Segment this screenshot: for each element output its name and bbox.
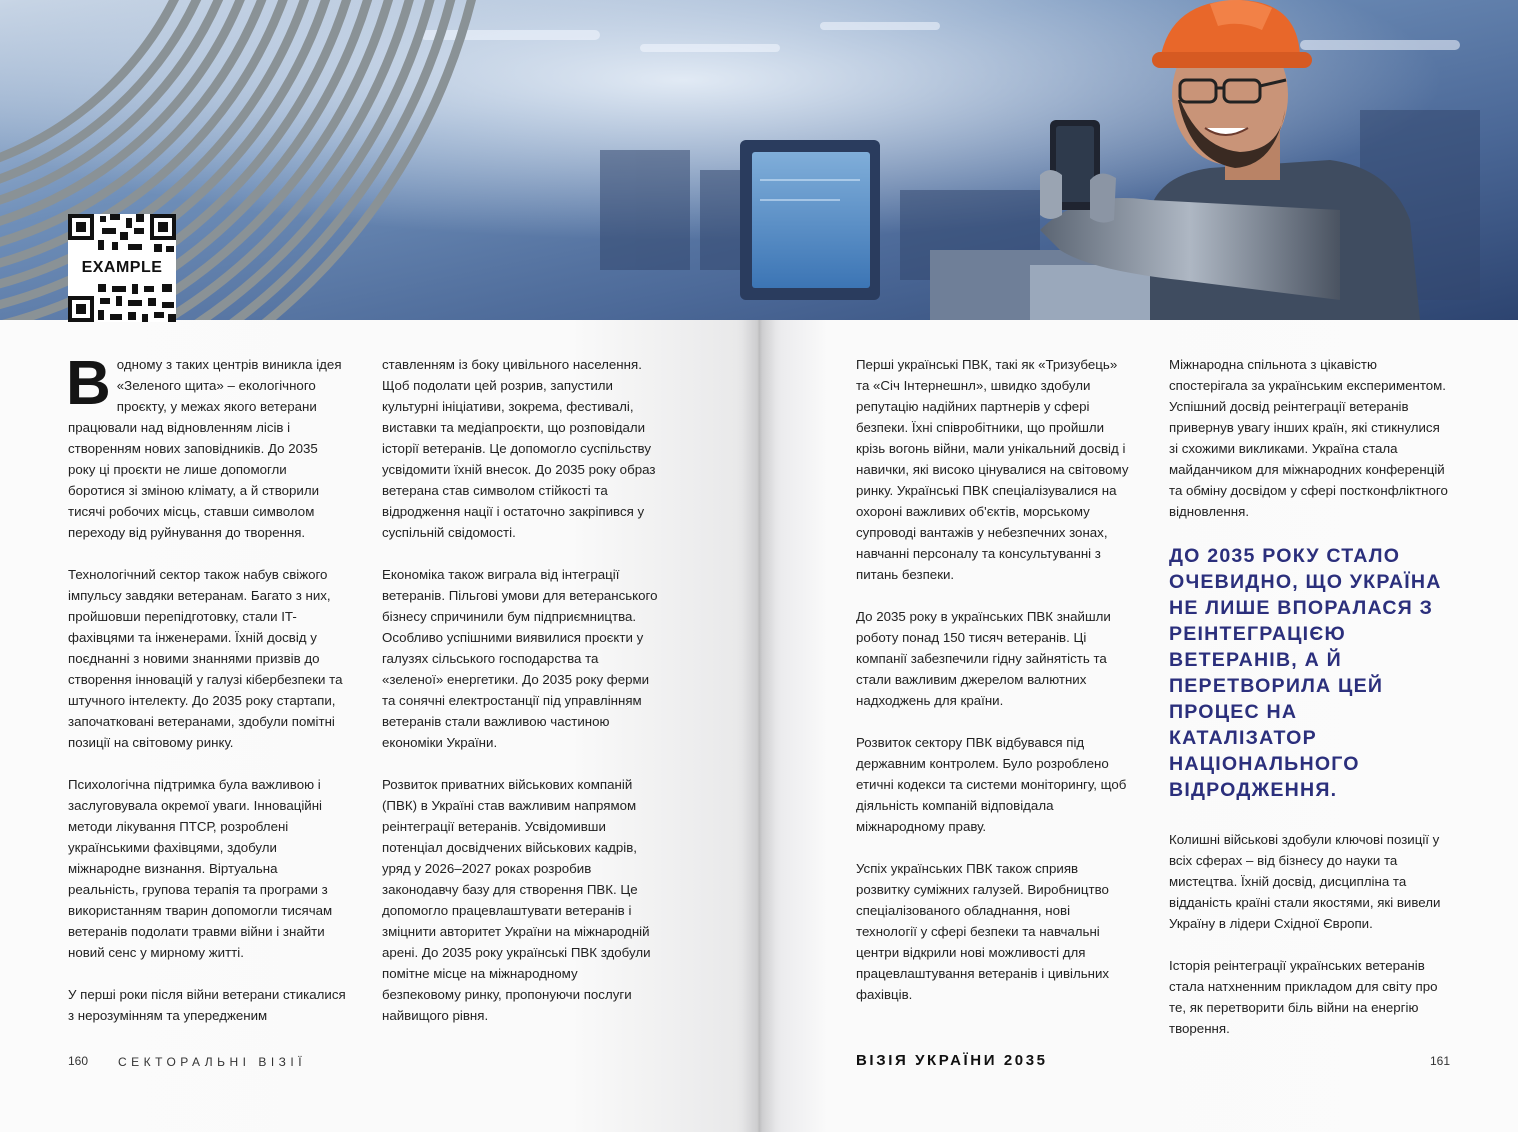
qr-label: EXAMPLE <box>68 258 176 278</box>
monitor-shape <box>740 140 880 300</box>
paragraph: Розвиток приватних військових компаній (ПВК) в Україні став важливим напрямом реінтеграції ветеранів. Усвідомивши потенціал досвідчених військових кадрів, уряд у 2026–2027 роках розробив законодавчу базу для створення ПВК. Це допомогло працевлаштувати ветеранів і зміцнити авторитет України на міжнародній арені. До 2035 року українські ПВК здобули помітне місце на міжнародному безпековому ринку, пропонуючи послуги найвищого рівня. <box>382 777 651 1023</box>
factory-photo-illustration <box>0 0 1518 320</box>
right-column-2 <box>1169 354 1451 1060</box>
header-photo <box>0 0 1518 320</box>
paragraph: ставленням із боку цивільного населення. Щоб подолати цей розрив, запустили культурні ініціативи, зокрема, фестивалі, виставки та медіапроєкти, що розповідали історії ветеранів. Це допомогло суспільству усвідомити їхній внесок. До 2035 року образ ветерана став символом стійкості та відродження нації і остаточно закріпився у суспільній свідомості. <box>382 357 656 540</box>
paragraph: Психологічна підтримка була важливою і заслуговувала окремої уваги. Інноваційні методи лікування ПТСР, розроблені українськими фахівцями, здобули міжнародне визнання. Віртуальна реальність, групова терапія та програми з використанням тварин допомогли тисячам ветеранів подолати травми війни і знайти новий сенс у мирному житті. <box>68 777 333 960</box>
paragraph: Успіх українських ПВК також сприяв розвитку суміжних галузей. Виробництво спеціалізованого обладнання, нові технології у сфері безпеки та навчальні центри відкрили нові можливості для працевлаштування ветеранів і цивільних фахівців. <box>856 861 1110 1002</box>
paragraph: До 2035 року в українських ПВК знайшли роботу понад 150 тисяч ветеранів. Ці компанії забезпечили гідну зайнятість та стали важливим джерелом валютних надходжень для країни. <box>856 609 1111 708</box>
paragraph: У перші роки після війни ветерани стикалися з нерозумінням та упередженим <box>68 987 346 1023</box>
paragraph: Економіка також виграла від інтеграції ветеранів. Пільгові умови для ветеранського бізнесу спричинили бум підприємництва. Особливо успішними виявилися проєкти у галузях сільського господарства та «зеленої» енергетики. До 2035 року ферми та сонячні електростанції під управлінням ветеранів стали важливою частиною економіки України. <box>382 567 658 750</box>
right-column-1 <box>856 354 1134 1026</box>
paragraph-text: одному з таких центрів виникла ідея «Зеленого щита» – екологічного проєкту, у межах якого ветерани працювали над відновленням лісів і створенням нових заповідників. До 2035 року ці проєкти не лише допомогли боротися зі зміною клімату, а й створили тисячі робочих місць, ставши символом переходу від руйнування до творення. <box>68 357 342 540</box>
paragraph: Розвиток сектору ПВК відбувався під державним контролем. Було розроблено етичні кодекси та системи моніторингу, щоб діяльність компаній відповідала міжнародному праву. <box>856 735 1127 834</box>
spine-fold <box>742 320 776 1132</box>
drop-cap: В <box>66 349 111 418</box>
left-column-1 <box>66 349 346 1047</box>
paragraph: Історія реінтеграції українських ветеранів стала натхненним прикладом для світу про те, як перетворити біль війни на енергію творення. <box>1169 958 1438 1036</box>
left-section-title: СЕКТОРАЛЬНІ ВІЗІЇ <box>118 1055 307 1069</box>
paragraph: Міжнародна спільнота з цікавістю спостерігала за українським експериментом. Успішний досвід реінтеграції ветеранів привернув увагу інших країн, які стикнулися зі схожими викликами. Україна стала майданчиком для міжнародних конференцій та обміну досвідом у сфері постконфліктного відновлення. <box>1169 357 1448 519</box>
qr-code[interactable] <box>68 214 176 322</box>
paragraph: Колишні військові здобули ключові позиції у всіх сферах – від бізнесу до науки та мистецтва. Їхній досвід, дисципліна та відданість країні стали якостями, які вивели Україну в лідери Східної Європи. <box>1169 832 1441 931</box>
right-running-title: ВІЗІЯ УКРАЇНИ 2035 <box>856 1052 1048 1069</box>
left-column-2 <box>382 354 660 1047</box>
paragraph <box>66 349 346 543</box>
right-page-number: 161 <box>1430 1054 1451 1068</box>
pull-quote: ДО 2035 РОКУ СТАЛО ОЧЕВИДНО, ЩО УКРАЇНА НЕ ЛИШЕ ВПОРАЛАСЯ З РЕІНТЕГРАЦІЄЮ ВЕТЕРАНІВ, А Й ПЕРЕТВОРИЛА ЦЕЙ ПРОЦЕС НА КАТАЛІЗАТОР НАЦІОНАЛЬНОГО ВІДРОДЖЕННЯ. <box>1169 545 1442 801</box>
paragraph: Технологічний сектор також набув свіжого імпульсу завдяки ветеранам. Багато з них, пройшовши перепідготовку, стали IT-фахівцями та інженерами. Їхній досвід у поєднанні з новими знаннями призвів до створення інновацій у галузі кібербезпеки та штучного інтелекту. До 2035 року стартапи, започатковані ветеранами, здобули помітні позиції на світовому ринку. <box>68 567 343 750</box>
paragraph: Перші українські ПВК, такі як «Тризубець» та «Січ Інтернешнл», швидко здобули репутацію надійних партнерів у сфері безпеки. Їхні співробітники, що пройшли крізь вогонь війни, мали унікальний досвід і навички, які високо цінувалися на світовому ринку. Українські ПВК спеціалізувалися на охороні важливих об'єктів, морському супроводі вантажів у небезпечних зонах, навчанні персоналу та консультуванні з питань безпеки. <box>856 357 1129 582</box>
left-page-number: 160 <box>68 1054 89 1068</box>
